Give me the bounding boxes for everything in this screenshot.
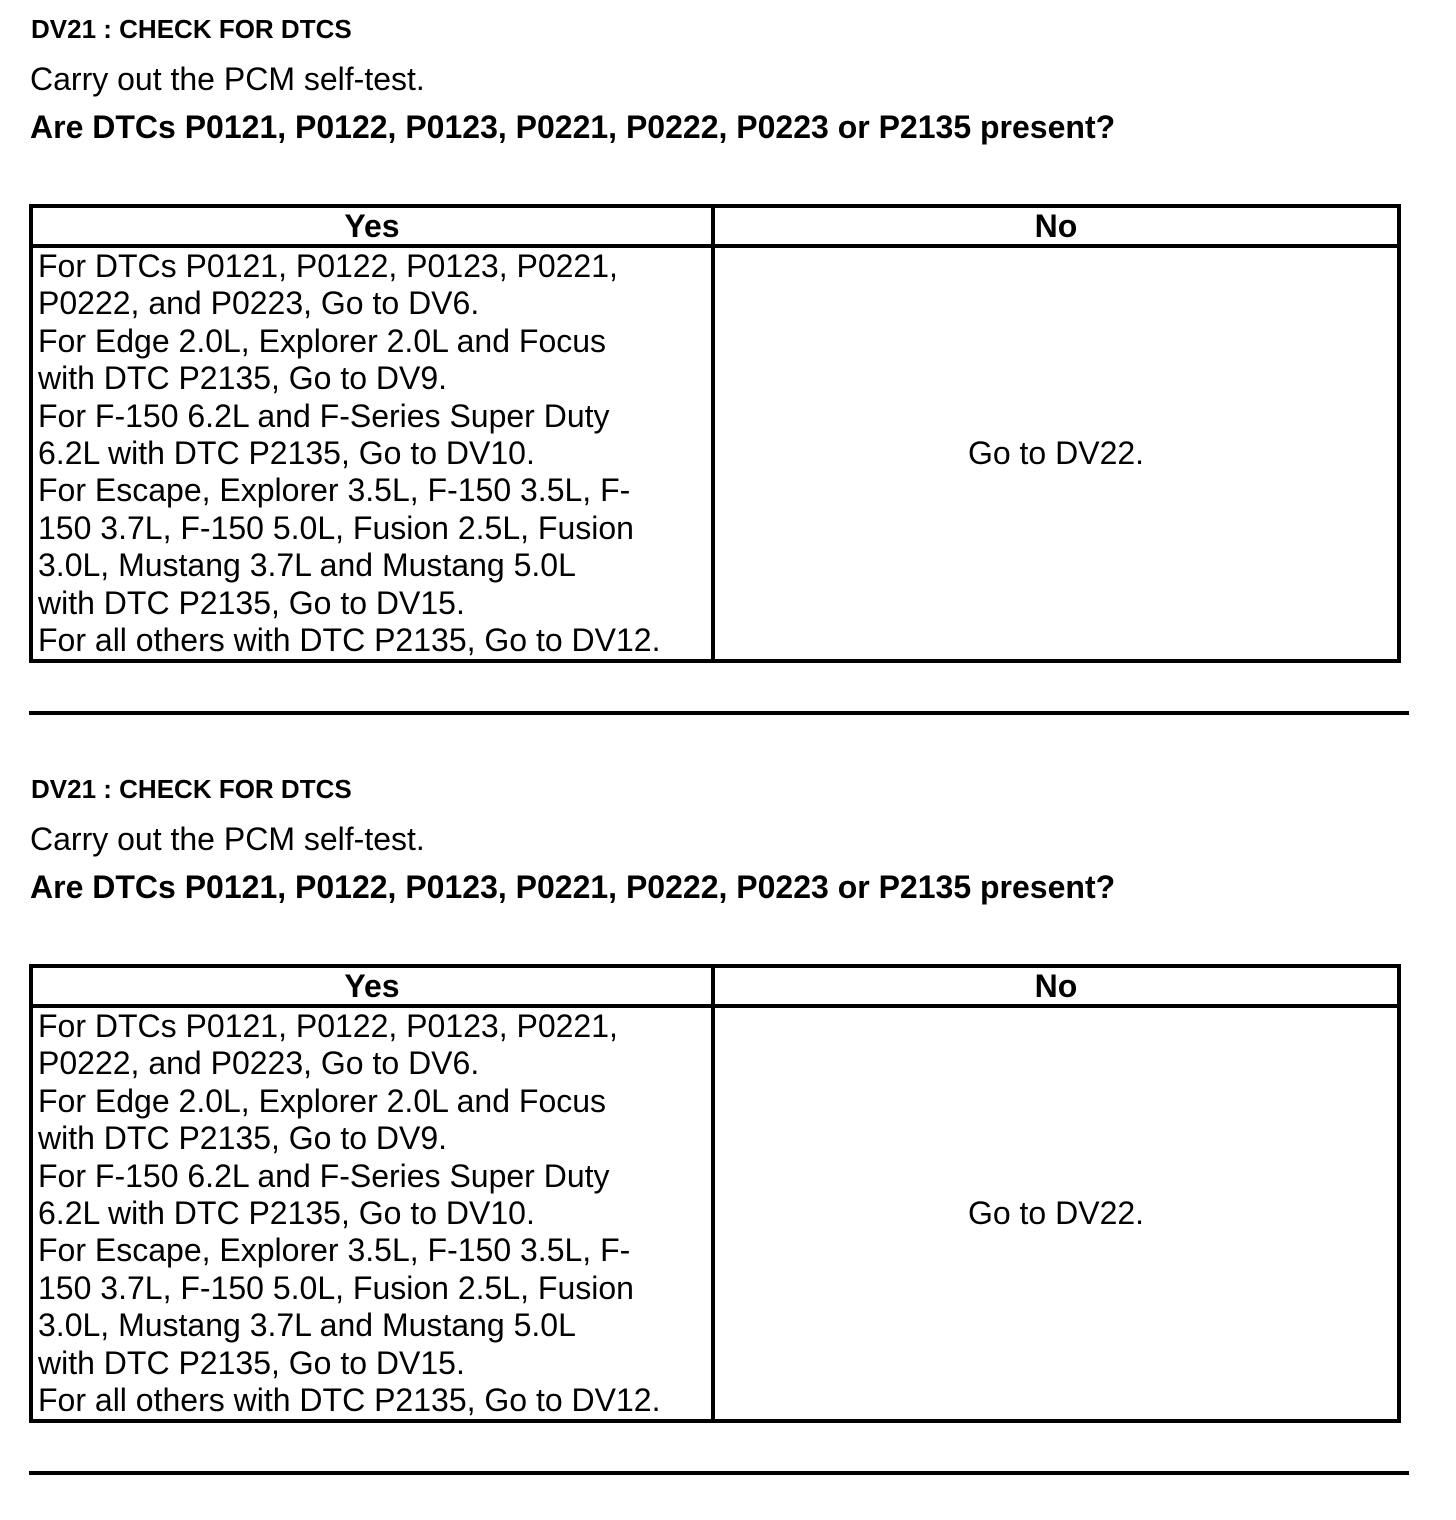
no-cell: Go to DV22. <box>713 246 1399 661</box>
yes-line: 150 3.7L, F-150 5.0L, Fusion 2.5L, Fusion <box>38 1269 634 1306</box>
section-divider <box>29 1471 1409 1475</box>
yes-line: For Edge 2.0L, Explorer 2.0L and Focus <box>38 322 607 359</box>
step-instruction: Carry out the PCM self-test. <box>30 61 425 97</box>
step-instruction: Carry out the PCM self-test. <box>30 821 425 857</box>
yes-line: P0222, and P0223, Go to DV6. <box>38 285 480 322</box>
yes-line: P0222, and P0223, Go to DV6. <box>38 1045 480 1082</box>
step-question: Are DTCs P0121, P0122, P0123, P0221, P0222, P0223 or P2135 present? <box>30 109 1116 145</box>
yes-line: with DTC P2135, Go to DV15. <box>38 584 465 621</box>
yes-line: For Escape, Explorer 3.5L, F-150 3.5L, F- <box>38 472 631 509</box>
yes-line: For Escape, Explorer 3.5L, F-150 3.5L, F- <box>38 1232 631 1269</box>
step-title: DV21 : CHECK FOR DTCS <box>31 14 352 44</box>
yes-line: 6.2L with DTC P2135, Go to DV10. <box>38 435 535 472</box>
no-cell: Go to DV22. <box>713 1006 1399 1421</box>
yes-line: For DTCs P0121, P0122, P0123, P0221, <box>38 1008 618 1044</box>
yes-line: For all others with DTC P2135, Go to DV12. <box>38 622 661 659</box>
section-divider <box>29 711 1409 715</box>
yes-line: For DTCs P0121, P0122, P0123, P0221, <box>38 248 618 284</box>
step-question: Are DTCs P0121, P0122, P0123, P0221, P0222, P0223 or P2135 present? <box>30 869 1116 905</box>
yes-line: 6.2L with DTC P2135, Go to DV10. <box>38 1195 535 1232</box>
yes-line: with DTC P2135, Go to DV15. <box>38 1344 465 1381</box>
yes-cell <box>31 1006 713 1421</box>
step-title: DV21 : CHECK FOR DTCS <box>31 774 352 804</box>
yes-line: with DTC P2135, Go to DV9. <box>38 1120 448 1157</box>
yes-header: Yes <box>31 206 713 246</box>
yes-line: 3.0L, Mustang 3.7L and Mustang 5.0L <box>38 547 576 584</box>
yes-line: 150 3.7L, F-150 5.0L, Fusion 2.5L, Fusion <box>38 509 634 546</box>
yes-line: 3.0L, Mustang 3.7L and Mustang 5.0L <box>38 1307 576 1344</box>
yes-line: with DTC P2135, Go to DV9. <box>38 360 448 397</box>
yes-header: Yes <box>31 966 713 1006</box>
step-section <box>0 760 1456 1520</box>
yes-cell <box>31 246 713 661</box>
yes-line: For F-150 6.2L and F-Series Super Duty <box>38 1157 610 1194</box>
answer-table <box>29 964 1401 1423</box>
yes-line: For all others with DTC P2135, Go to DV12. <box>38 1382 661 1419</box>
no-header: No <box>713 966 1399 1006</box>
answer-table <box>29 204 1401 663</box>
no-header: No <box>713 206 1399 246</box>
yes-line: For F-150 6.2L and F-Series Super Duty <box>38 397 610 434</box>
yes-line: For Edge 2.0L, Explorer 2.0L and Focus <box>38 1082 607 1119</box>
